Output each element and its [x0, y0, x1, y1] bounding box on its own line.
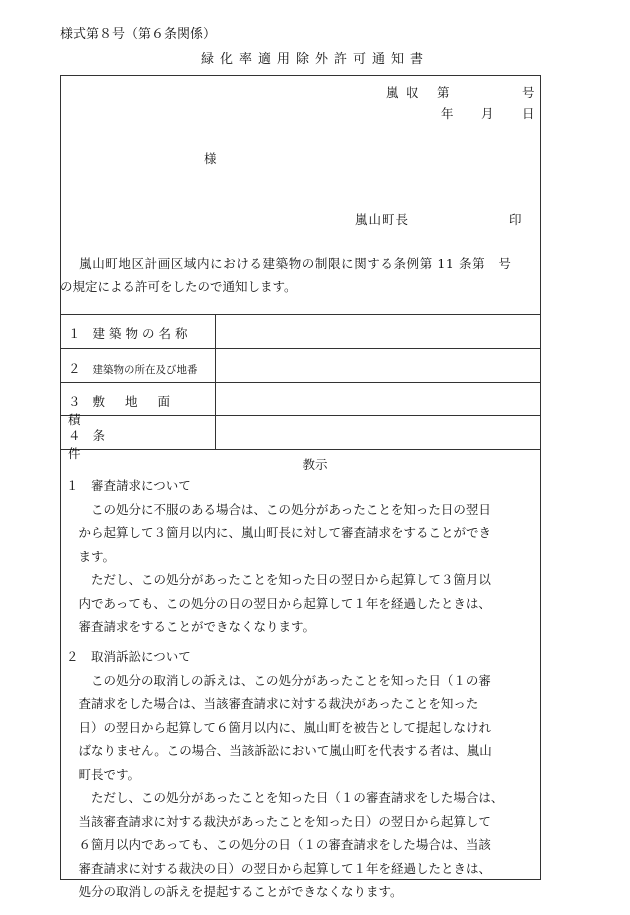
table-column-divider	[215, 314, 216, 449]
row-3	[68, 392, 200, 428]
section-2-line-7: 当該審査請求に対する裁決があったことを知った日）の翌日から起算して	[66, 813, 491, 829]
document-title: 緑化率適用除外許可通知書	[200, 52, 429, 67]
ref-go: 号	[522, 85, 535, 100]
row-2-label: 建築物の所在及び地番	[92, 364, 198, 376]
section-1-line-6: 審査請求をすることができなくなります。	[66, 619, 316, 634]
section-2-line-4: ばなりません。この場合、当該訴訟において嵐山町を代表する者は、嵐山	[66, 743, 492, 758]
row-2-number: ２	[68, 361, 81, 376]
section-2-line-2: 査請求をした場合は、当該審査請求に対する裁決があったことを知った	[66, 696, 479, 711]
row-4-label: 条件	[68, 428, 176, 461]
issuer-name: 嵐山町長	[355, 212, 410, 227]
section-2-line-3: 日）の翌日から起算して６箇月以内に、嵐山町を被告として提起しなけれ	[66, 719, 492, 735]
row-3-label: 敷地面積	[68, 394, 191, 427]
section-1-line-4: ただし、この処分があったことを知った日の翌日から起算して３箇月以	[66, 572, 491, 587]
section-2-line-8: ６箇月以内であっても、この処分の日（１の審査請求をした場合は、当該	[66, 837, 491, 852]
section-2-title: ２ 取消訴訟について	[66, 649, 191, 664]
instruction-section-2	[66, 645, 536, 904]
date-year: 年	[441, 106, 454, 121]
notice-line-2: の規定による許可をしたので通知します。	[60, 279, 297, 294]
notice-line-1: 嵐山町地区計画区域内における建築物の制限に関する条例第 11 条第 号	[66, 256, 512, 271]
ref-dai: 第	[437, 85, 450, 100]
row-2	[68, 359, 200, 377]
divider-top-of-table	[60, 314, 541, 315]
form-number: 様式第８号（第６条関係）	[60, 27, 217, 42]
divider-row-2	[60, 382, 541, 383]
row-1-label: 建築物の名称	[92, 326, 192, 341]
divider-row-1	[60, 348, 541, 349]
addressee-suffix: 様	[204, 151, 217, 166]
section-1-line-2: から起算して３箇月以内に、嵐山町長に対して審査請求をすることができ	[66, 525, 492, 540]
section-2-line-10: 処分の取消しの訴えを提起することができなくなります。	[66, 884, 403, 899]
section-1-title: １ 審査請求について	[66, 478, 191, 493]
section-2-line-5: 町長です。	[66, 766, 141, 782]
section-1-line-1: この処分に不服のある場合は、この処分があったことを知った日の翌日	[66, 501, 491, 517]
date-month: 月	[481, 106, 494, 121]
row-3-number: ３	[68, 394, 81, 409]
ref-prefix: 嵐	[386, 85, 399, 100]
row-4-number: ４	[68, 428, 81, 443]
row-1-number: １	[68, 326, 81, 341]
section-2-line-6: ただし、この処分があったことを知った日（１の審査請求をした場合は、	[66, 790, 504, 805]
notice-text	[60, 252, 536, 298]
instruction-heading: 教示	[302, 457, 328, 472]
date-day: 日	[522, 106, 535, 121]
ref-mid: 収	[406, 85, 419, 100]
instruction-section-1	[66, 474, 536, 639]
row-1	[68, 324, 200, 342]
section-1-line-3: ます。	[66, 548, 116, 564]
section-2-line-9: 審査請求に対する裁決の日）の翌日から起算して１年を経過したときは、	[66, 860, 492, 876]
section-1-line-5: 内であっても、この処分の日の翌日から起算して１年を経過したときは、	[66, 595, 491, 611]
section-2-line-1: この処分の取消しの訴えは、この処分があったことを知った日（１の審	[66, 672, 491, 688]
seal-mark: 印	[509, 212, 522, 227]
